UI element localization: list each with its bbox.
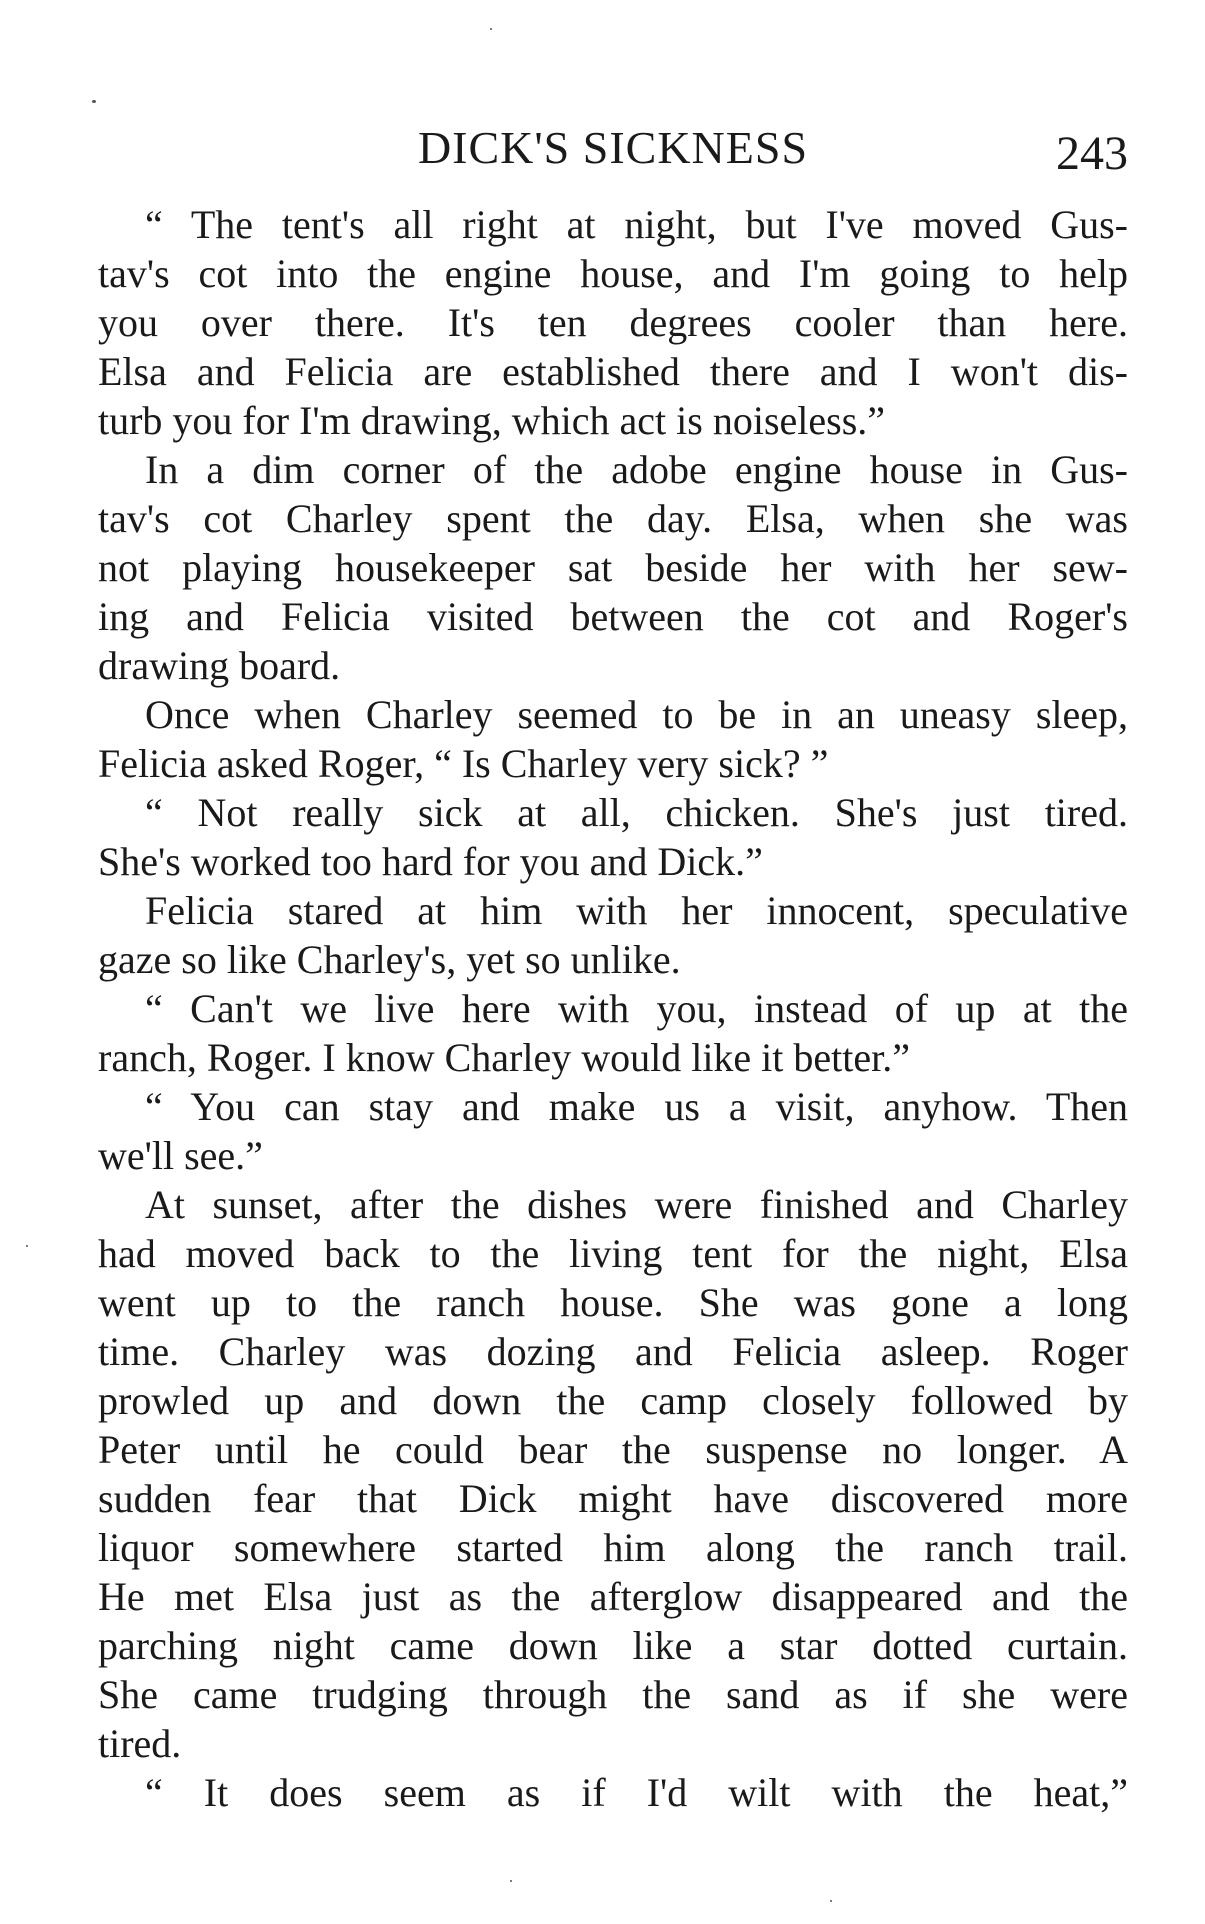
text-line: He met Elsa just as the afterglow disappeared and the <box>98 1574 1128 1619</box>
print-speck <box>92 100 96 103</box>
text-line: time. Charley was dozing and Felicia asleep. Roger <box>98 1329 1128 1374</box>
text-line: “ Not really sick at all, chicken. She's just tired. <box>145 790 1128 835</box>
print-speck <box>510 1880 512 1882</box>
text-line: we'll see.” <box>98 1133 263 1178</box>
text-line: not playing housekeeper sat beside her with her sew- <box>98 545 1128 590</box>
text-line: gaze so like Charley's, yet so unlike. <box>98 937 681 982</box>
text-line: had moved back to the living tent for the night, Elsa <box>98 1231 1128 1276</box>
running-title: DICK'S SICKNESS <box>417 122 809 173</box>
print-speck <box>830 1900 832 1902</box>
text-line: Once when Charley seemed to be in an uneasy sleep, <box>145 692 1128 737</box>
print-speck <box>26 1245 28 1247</box>
text-line: Felicia asked Roger, “ Is Charley very sick? ” <box>98 741 829 786</box>
text-line: tav's cot into the engine house, and I'm going to help <box>98 251 1128 296</box>
text-line: turb you for I'm drawing, which act is noiseless.” <box>98 398 886 443</box>
body-text <box>98 200 1128 1817</box>
text-line: “ You can stay and make us a visit, anyhow. Then <box>145 1084 1128 1129</box>
text-line: you over there. It's ten degrees cooler than here. <box>98 300 1128 345</box>
text-line: “ The tent's all right at night, but I've moved Gus- <box>145 202 1128 247</box>
text-line: drawing board. <box>98 643 341 688</box>
text-line: prowled up and down the camp closely followed by <box>98 1378 1128 1423</box>
text-line: Felicia stared at him with her innocent, speculative <box>145 888 1128 933</box>
page-number: 243 <box>1056 127 1128 180</box>
text-line: parching night came down like a star dotted curtain. <box>98 1623 1128 1668</box>
text-line: In a dim corner of the adobe engine house in Gus- <box>145 447 1128 492</box>
page-header <box>98 118 1128 178</box>
text-line: tired. <box>98 1721 182 1766</box>
text-line: Peter until he could bear the suspense no longer. A <box>98 1427 1128 1472</box>
text-line: She's worked too hard for you and Dick.” <box>98 839 763 884</box>
print-speck <box>490 28 492 30</box>
text-line: At sunset, after the dishes were finished and Charley <box>145 1182 1128 1227</box>
text-line: “ It does seem as if I'd wilt with the heat,” <box>145 1770 1128 1815</box>
text-line: sudden fear that Dick might have discovered more <box>98 1476 1128 1521</box>
text-line: liquor somewhere started him along the ranch trail. <box>98 1525 1128 1570</box>
text-line: “ Can't we live here with you, instead of up at the <box>145 986 1128 1031</box>
text-line: tav's cot Charley spent the day. Elsa, when she was <box>98 496 1128 541</box>
text-line: ing and Felicia visited between the cot and Roger's <box>98 594 1128 639</box>
text-line: Elsa and Felicia are established there and I won't dis- <box>98 349 1128 394</box>
text-line: ranch, Roger. I know Charley would like it better.” <box>98 1035 911 1080</box>
text-line: went up to the ranch house. She was gone a long <box>98 1280 1128 1325</box>
text-line: She came trudging through the sand as if she were <box>98 1672 1128 1717</box>
